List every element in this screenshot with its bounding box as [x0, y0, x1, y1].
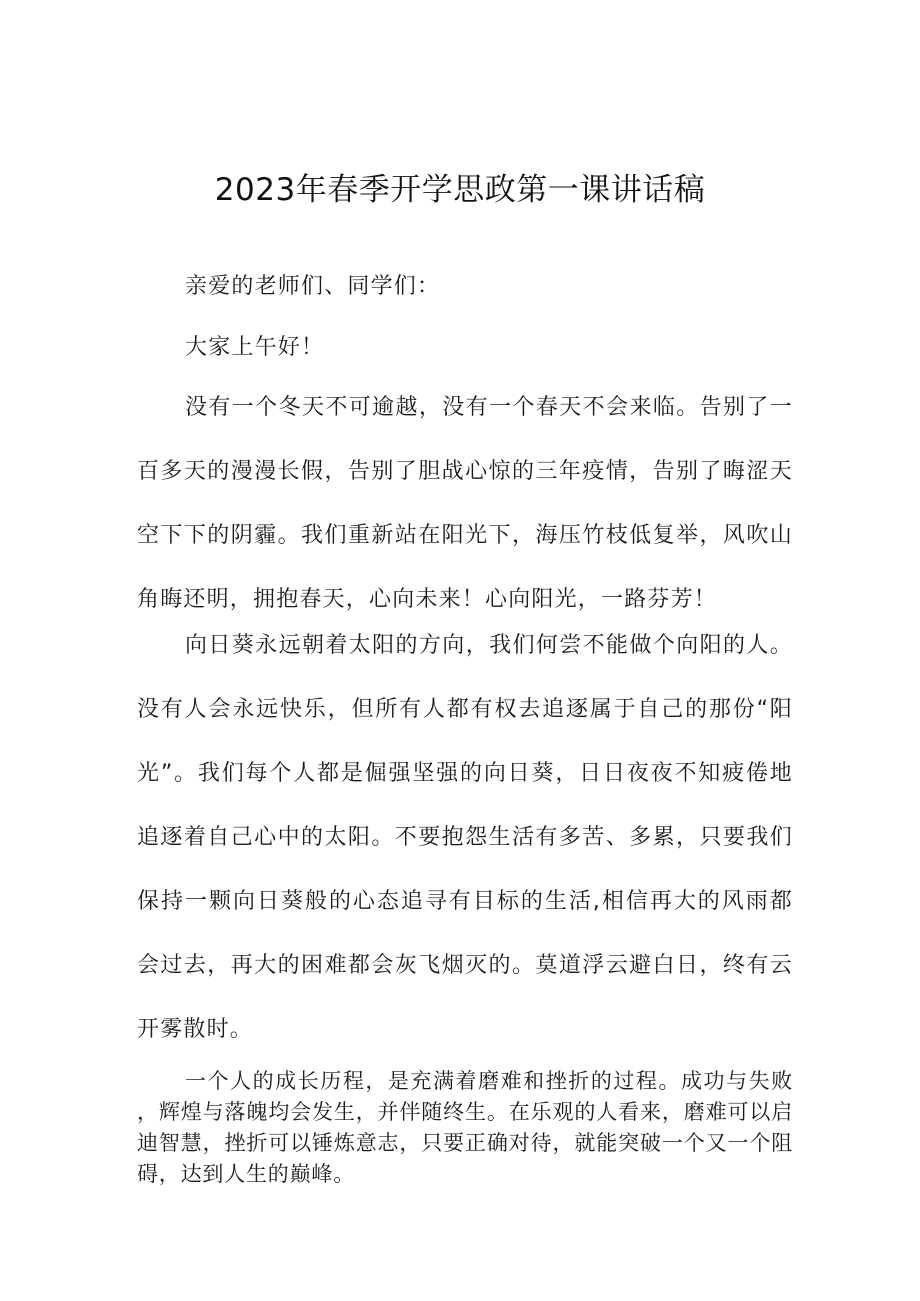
document-title: 2023年春季开学思政第一课讲话稿	[214, 172, 706, 208]
greeting: 大家上午好！	[185, 335, 325, 360]
salutation: 亲爱的老师们、同学们：	[185, 274, 441, 299]
paragraph-3: 一个人的成长历程，是充满着磨难和挫折的过程。成功与失败，辉煌与落魄均会发生，并伴随终生。在乐观的人看来，磨难可以启迪智慧，挫折可以锤炼意志，只要正确对待，就能突破一个又一个阻碍，达到人生的巅峰。	[137, 1069, 793, 1186]
paragraph-1: 没有一个冬天不可逾越，没有一个春天不会来临。告别了一百多天的漫漫长假，告别了胆战心惊的三年疫情，告别了晦涩天空下下的阴霾。我们重新站在阳光下，海压竹枝低复举，风吹山角晦还明，拥抱春天，心向未来！心向阳光，一路芬芳！	[137, 395, 793, 612]
paragraph-2: 向日葵永远朝着太阳的方向，我们何尝不能做个向阳的人。没有人会永远快乐，但所有人都有权去追逐属于自己的那份“阳光”。我们每个人都是倔强坚强的向日葵，日日夜夜不知疲倦地追逐着自己心中的太阳。不要抱怨生活有多苦、多累，只要我们保持一颗向日葵般的心态追寻有目标的生活,相信再大的风雨都会过去，再大的困难都会灰飞烟灭的。莫道浮云避白日，终有云开雾散时。	[137, 633, 793, 1042]
